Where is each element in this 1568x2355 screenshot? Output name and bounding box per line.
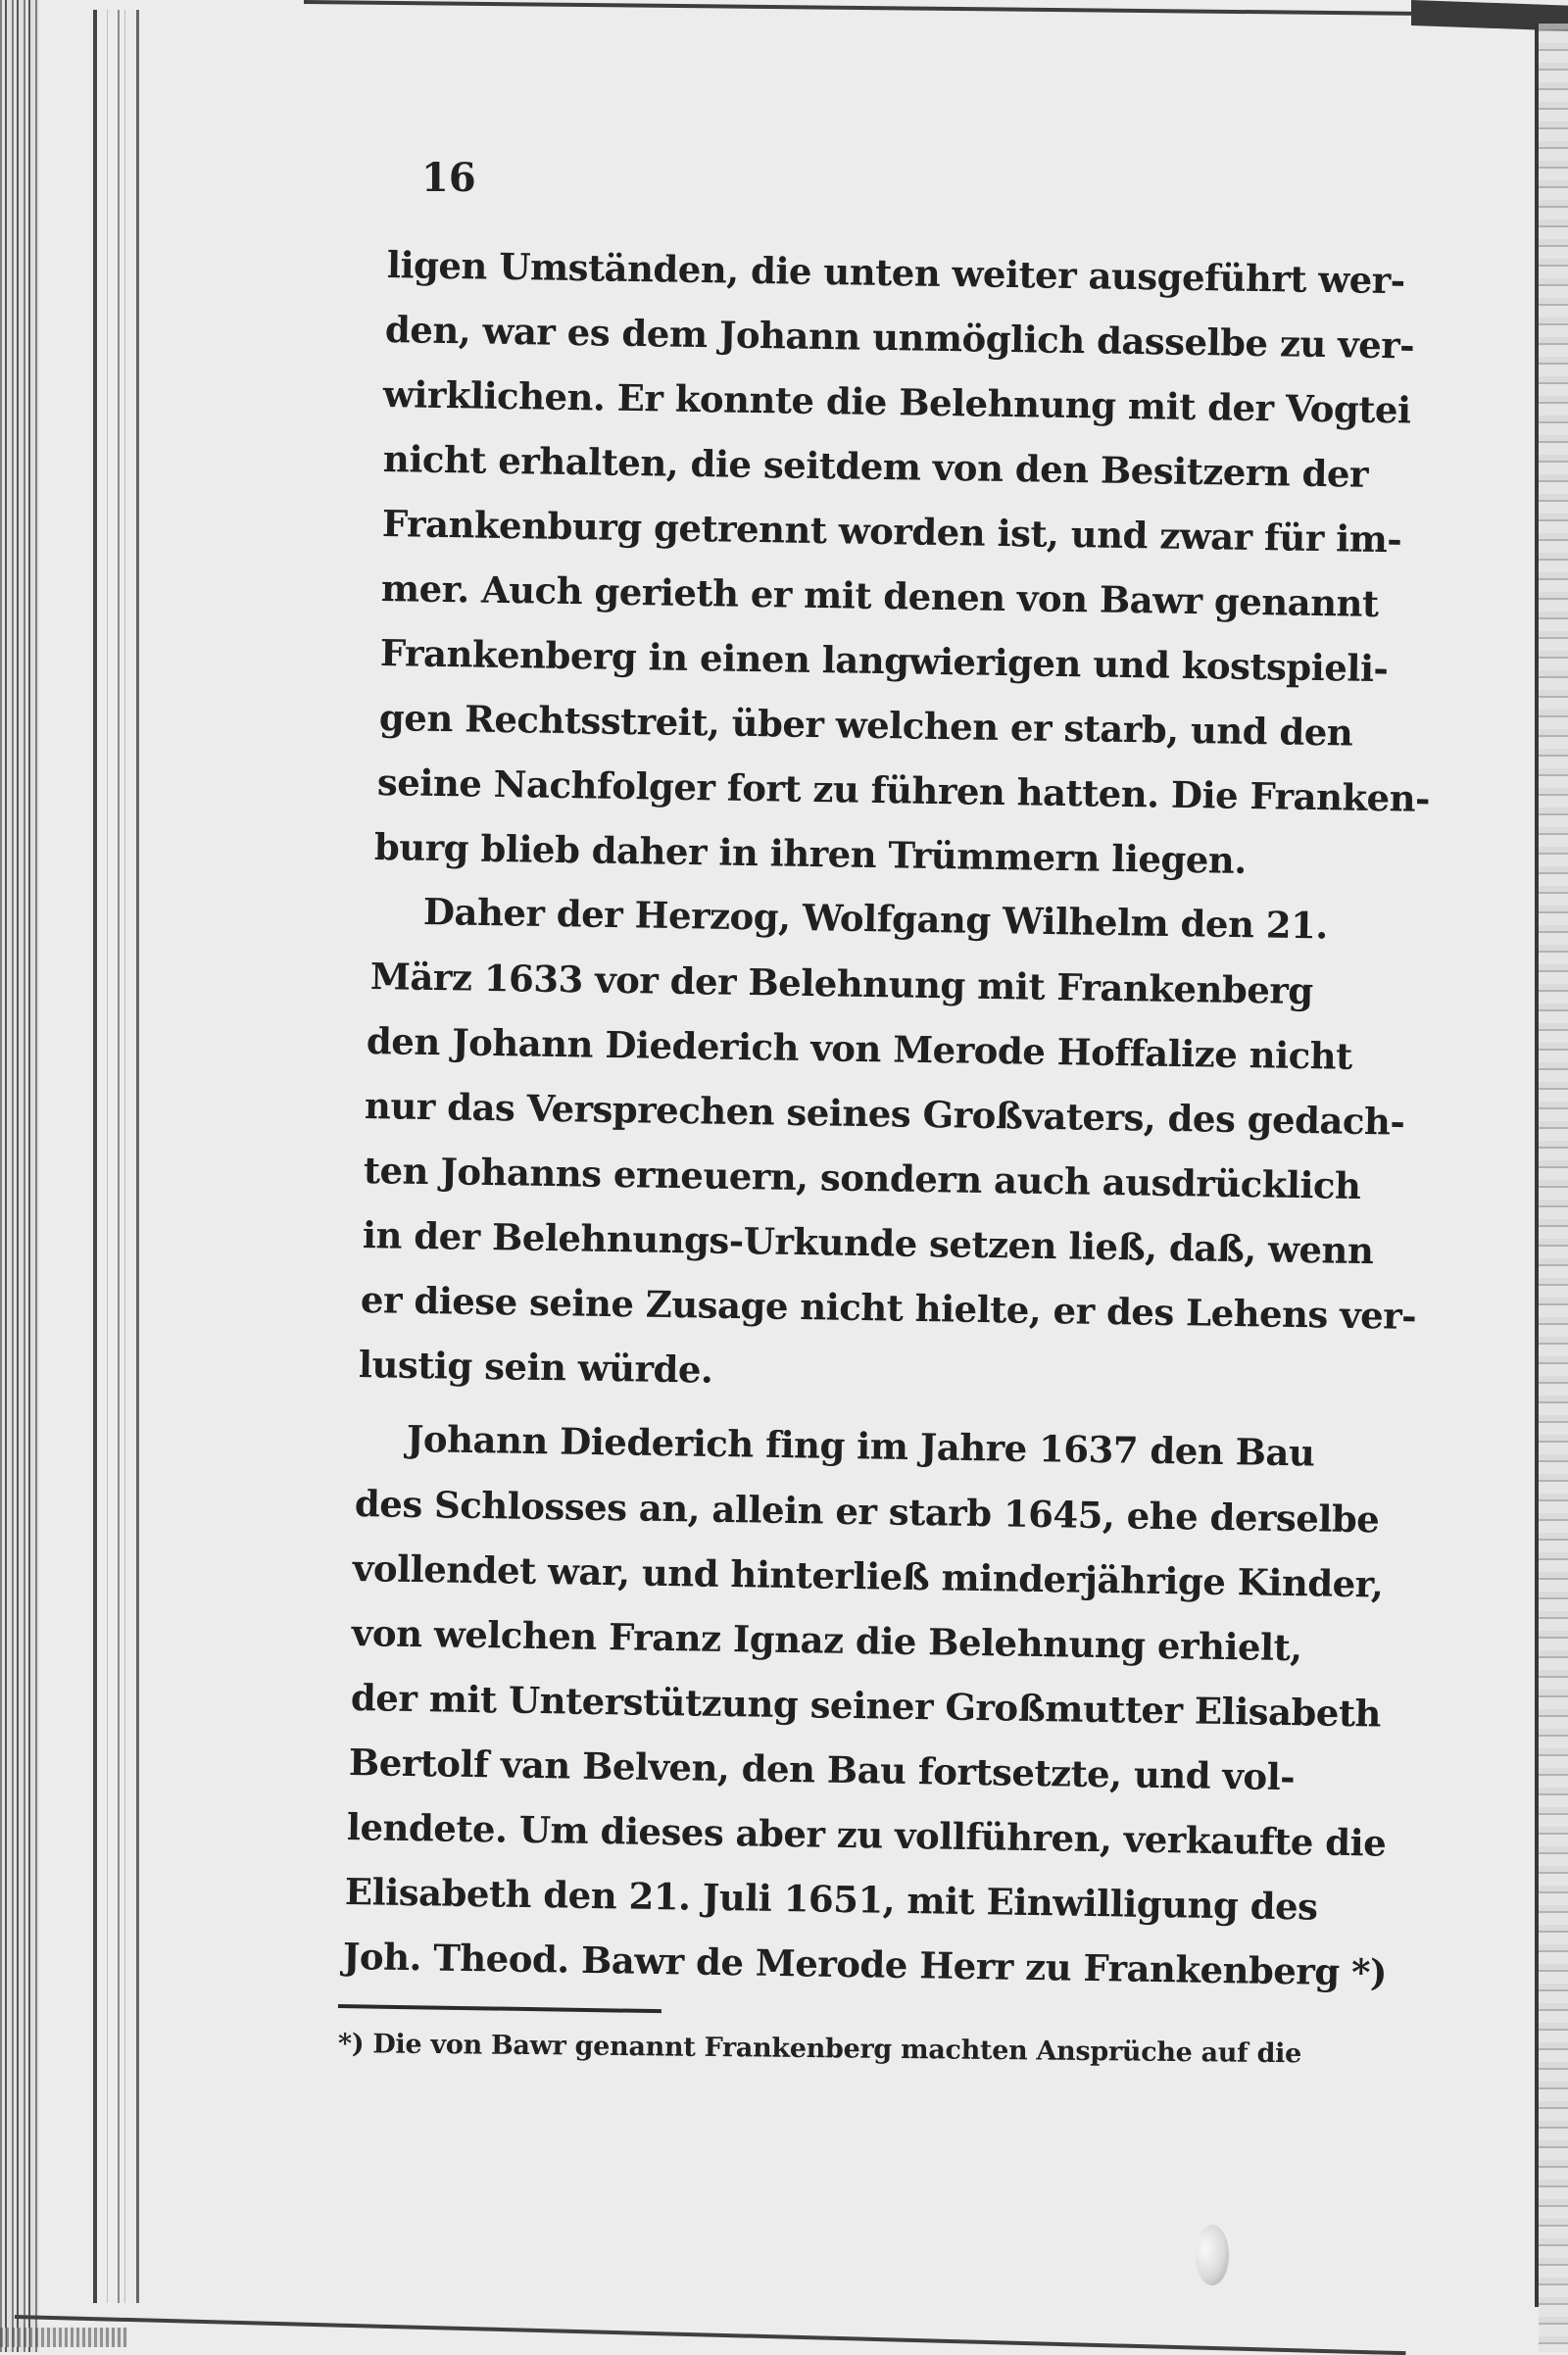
text-line: Frankenburg getrennt worden ist, und zwar für im- <box>381 502 1402 562</box>
text-line: seine Nachfolger fort zu führen hatten. Die Franken- <box>376 760 1431 820</box>
text-line: den, war es dem Johann unmöglich dasselbe zu ver- <box>384 308 1415 368</box>
text-line: von welchen Franz Ignaz die Belehnung erhielt, <box>351 1611 1302 1670</box>
page-number: 16 <box>421 155 476 201</box>
text-line: Bertolf van Belven, den Bau fortsetzte, und vol- <box>348 1741 1296 1799</box>
text-line: ligen Umständen, die unten weiter ausgeführt wer- <box>386 243 1405 303</box>
thumb-smudge <box>1196 2225 1229 2285</box>
text-line: lustig sein würde. <box>358 1343 713 1392</box>
text-line: burg blieb daher in ihren Trümmern liegen. <box>373 825 1248 882</box>
text-line: nicht erhalten, die seitdem von den Besitzern der <box>382 437 1369 496</box>
text-line: in der Belehnungs-Urkunde setzen ließ, daß, wenn <box>362 1213 1374 1273</box>
footnote-divider <box>338 2004 662 2013</box>
bottom-page-edge <box>15 2315 1406 2355</box>
top-page-edge <box>304 0 1441 16</box>
text-line: lendete. Um dieses aber zu vollführen, verkaufte die <box>346 1805 1387 1865</box>
text-line: Joh. Theod. Bawr de Merode Herr zu Frankenberg *) <box>342 1935 1388 1994</box>
text-line: den Johann Diederich von Merode Hoffalize nicht <box>366 1019 1353 1078</box>
text-line: Elisabeth den 21. Juli 1651, mit Einwilligung des <box>344 1870 1318 1929</box>
text-line: er diese seine Zusage nicht hielte, er des Lehens ver- <box>360 1278 1417 1338</box>
text-line: gen Rechtsstreit, über welchen er starb, und den <box>378 696 1353 755</box>
footnote: *) Die von Bawr genannt Frankenberg machten Ansprüche auf die <box>337 2029 1302 2070</box>
text-line: Daher der Herzog, Wolfgang Wilhelm den 21. <box>422 890 1329 948</box>
book-spine-edge <box>93 10 139 2303</box>
spine-line <box>118 10 120 2303</box>
text-line: der mit Unterstützung seiner Großmutter Elisabeth <box>350 1676 1382 1736</box>
scan-edge-bottom <box>0 2328 127 2347</box>
text-line: Frankenberg in einen langwierigen und kostspieli- <box>379 631 1389 691</box>
text-line: vollendet war, und hinterließ minderjährige Kinder, <box>352 1546 1384 1606</box>
scan-edge-right <box>1539 24 1568 2352</box>
text-line: mer. Auch gerieth er mit denen von Bawr genannt <box>380 566 1379 625</box>
text-line: Johann Diederich fing im Jahre 1637 den Bau <box>406 1417 1315 1475</box>
text-line: ten Johanns erneuern, sondern auch ausdrücklich <box>363 1149 1361 1207</box>
scan-edge-left <box>0 0 39 2352</box>
text-line: wirklichen. Er konnte die Belehnung mit der Vogtei <box>382 372 1411 432</box>
text-line: des Schlosses an, allein er starb 1645, ehe derselbe <box>354 1482 1380 1542</box>
text-line: nur das Versprechen seines Großvaters, des gedach- <box>364 1084 1405 1144</box>
text-line: März 1633 vor der Belehnung mit Frankenberg <box>369 955 1314 1013</box>
